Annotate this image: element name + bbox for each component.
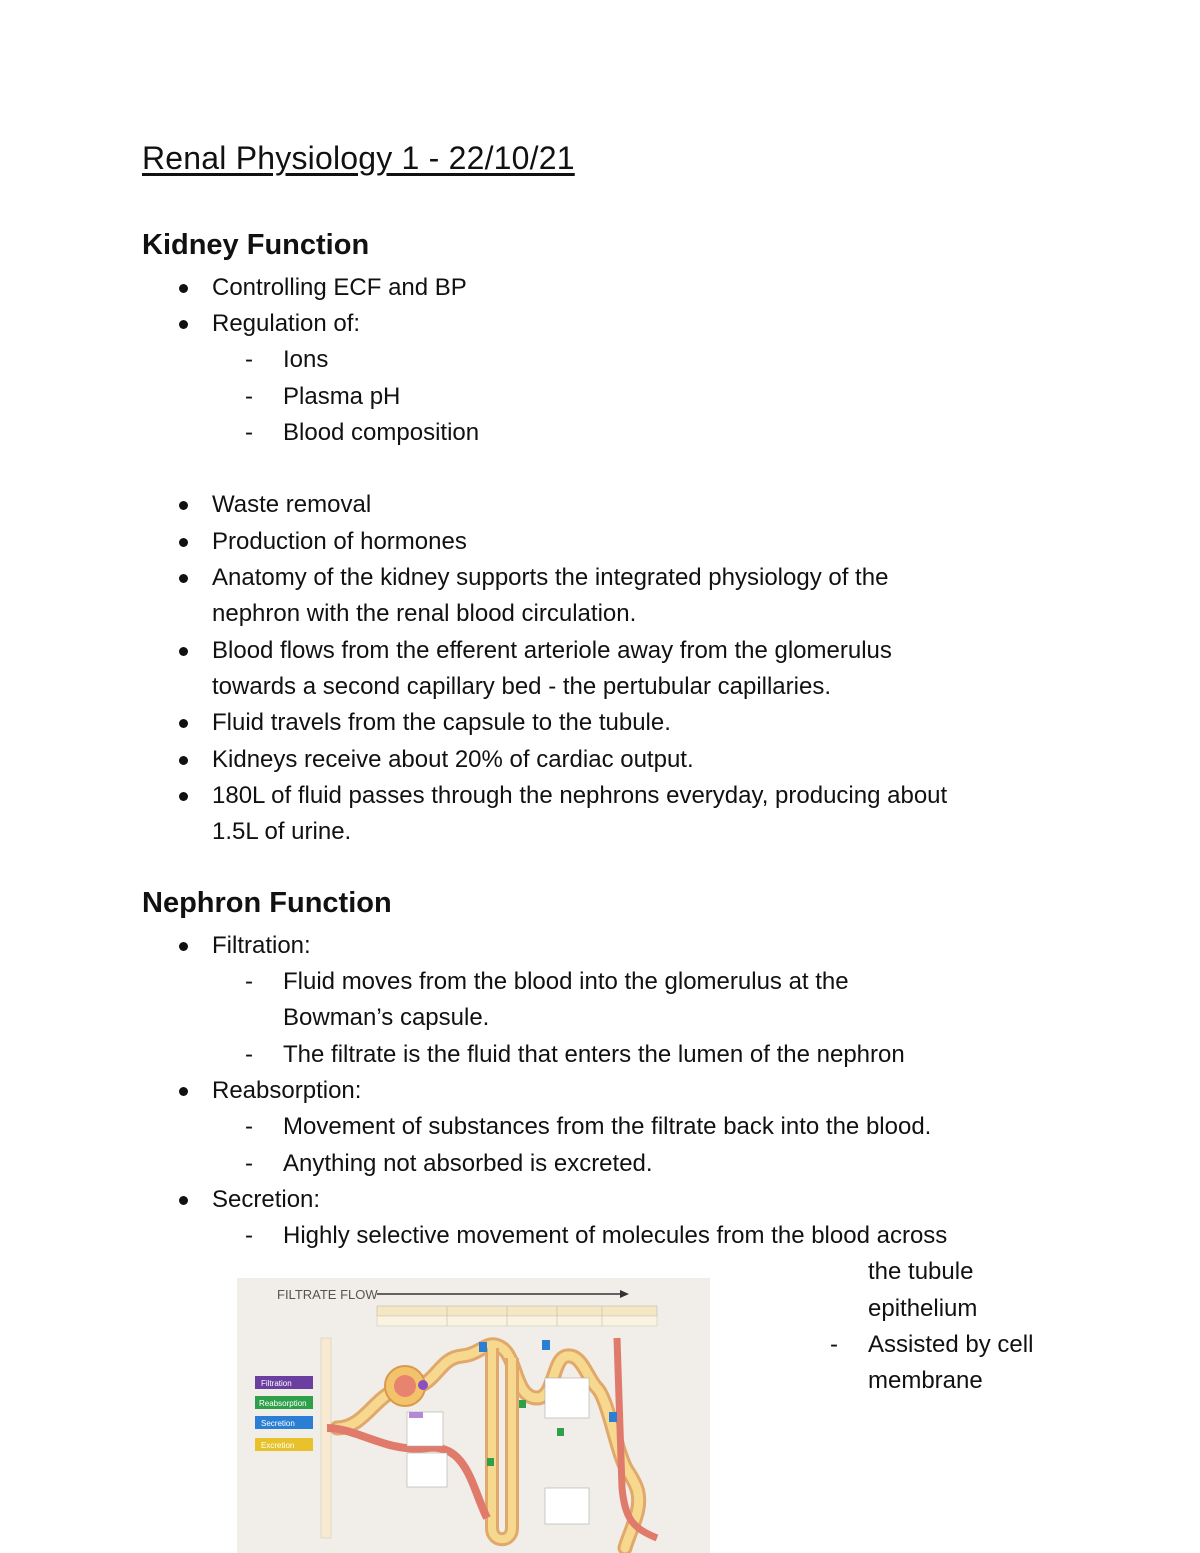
list-item: Blood flows from the efferent arteriole away from the glomerulus bbox=[212, 633, 892, 669]
list-item: Production of hormones bbox=[212, 524, 467, 560]
list-item-continuation: nephron with the renal blood circulation. bbox=[212, 600, 637, 627]
sub-list-item-continuation: Bowman’s capsule. bbox=[283, 1004, 490, 1031]
filtrate-flow-label: FILTRATE FLOW bbox=[277, 1287, 378, 1302]
sub-list-item: - Fluid moves from the blood into the glomerulus at the bbox=[283, 964, 849, 1000]
legend-reabsorption: Reabsorption bbox=[259, 1399, 307, 1408]
nephron-diagram bbox=[237, 1278, 710, 1553]
legend-secretion: Secretion bbox=[261, 1419, 295, 1428]
list-item: Filtration: bbox=[212, 928, 311, 964]
legend-filtration: Filtration bbox=[261, 1379, 292, 1388]
page-title: Renal Physiology 1 - 22/10/21 bbox=[142, 140, 575, 176]
sub-list-item: - Assisted by cell bbox=[868, 1327, 1033, 1363]
sub-list-item: - The filtrate is the fluid that enters the lumen of the nephron bbox=[283, 1037, 905, 1073]
list-item: Secretion: bbox=[212, 1182, 320, 1218]
list-item-continuation: towards a second capillary bed - the pertubular capillaries. bbox=[212, 673, 831, 700]
sub-list-item: - Plasma pH bbox=[283, 379, 400, 415]
legend-excretion: Excretion bbox=[261, 1441, 295, 1450]
sub-list-item-continuation: epithelium bbox=[868, 1295, 978, 1322]
nephron-function-heading: Nephron Function bbox=[142, 887, 392, 919]
sub-list-item: - Ions bbox=[283, 342, 328, 378]
sub-list-item: - Anything not absorbed is excreted. bbox=[283, 1146, 653, 1182]
list-item: Anatomy of the kidney supports the integrated physiology of the bbox=[212, 560, 888, 596]
list-item-continuation: 1.5L of urine. bbox=[212, 818, 352, 845]
sub-list-item: - Movement of substances from the filtrate back into the blood. bbox=[283, 1109, 931, 1145]
kidney-function-heading: Kidney Function bbox=[142, 229, 370, 261]
list-item: Waste removal bbox=[212, 487, 371, 523]
list-item: Kidneys receive about 20% of cardiac output. bbox=[212, 742, 694, 778]
sub-list-item-continuation: membrane bbox=[868, 1367, 983, 1394]
list-item: Regulation of: bbox=[212, 306, 360, 342]
list-item: Reabsorption: bbox=[212, 1073, 361, 1109]
sub-list-item: - Blood composition bbox=[283, 415, 479, 451]
list-item: Controlling ECF and BP bbox=[212, 270, 467, 306]
sub-list-item: - Highly selective movement of molecules from the blood across bbox=[283, 1218, 947, 1254]
nephron-diagram-photo bbox=[237, 1278, 710, 1553]
sub-list-item-continuation: the tubule bbox=[868, 1258, 974, 1285]
list-item: Fluid travels from the capsule to the tubule. bbox=[212, 705, 671, 741]
list-item: 180L of fluid passes through the nephrons everyday, producing about bbox=[212, 778, 947, 814]
